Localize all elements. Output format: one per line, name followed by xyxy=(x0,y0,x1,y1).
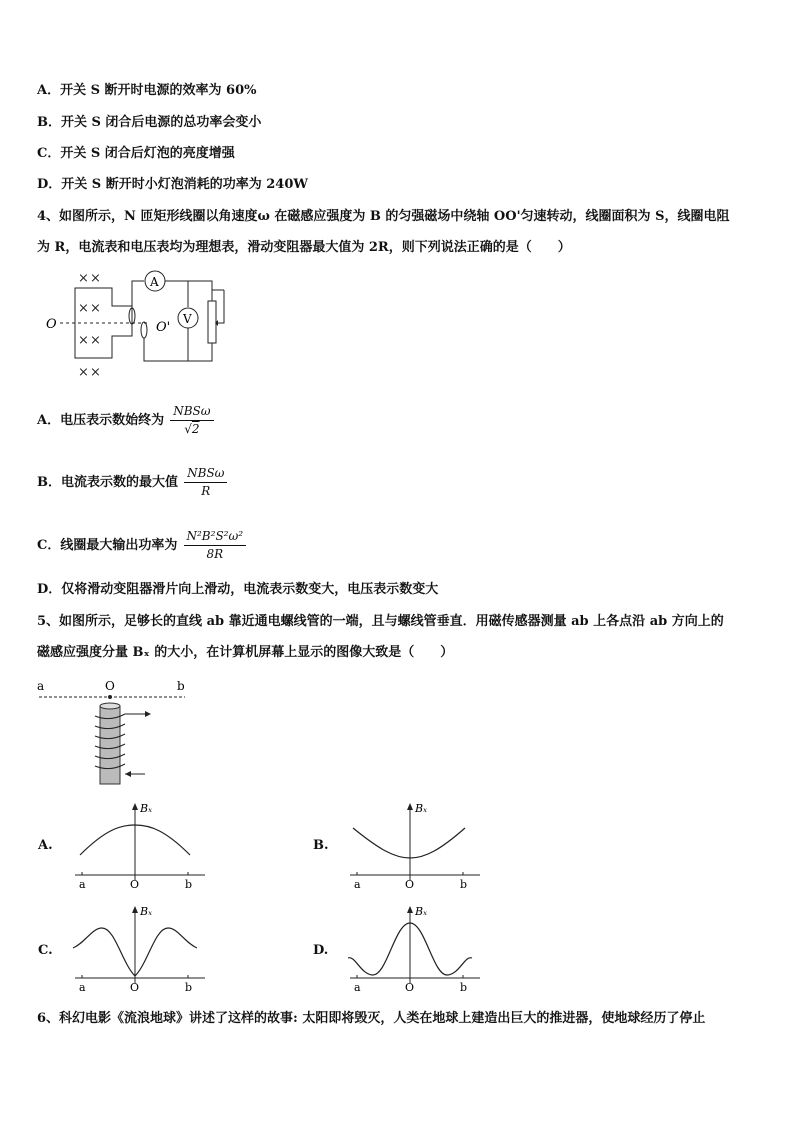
svg-text:×: × xyxy=(78,365,89,380)
q4-ammeter-label: A xyxy=(150,275,159,289)
q5-stem-line1: 5、如图所示，足够长的直线 ab 靠近通电螺线管的一端，且与螺线管垂直．用磁传感器测量 ab 上各点沿 ab 方向上的 xyxy=(37,614,724,629)
q4-option-a: A．电压表示数始终为 $\frac{\text{NBSω}}{√2}$ xyxy=(37,403,216,438)
svg-text:×: × xyxy=(90,333,101,348)
q3-option-c: C．开关 S 闭合后灯泡的亮度增强 xyxy=(37,146,235,161)
svg-text:×: × xyxy=(90,271,101,286)
q4-axis-o-label: O xyxy=(46,317,57,332)
q4-stem-line2: 为 R，电流表和电压表均为理想表，滑动变阻器最大值为 2R，则下列说法正确的是（ ） xyxy=(37,240,571,255)
svg-text:b: b xyxy=(185,878,193,891)
q4-option-b: B．电流表示数的最大值 $\frac{\text{NBSω}}{R}$ xyxy=(37,465,229,500)
q5-graph-d-label: D. xyxy=(313,943,329,958)
q5-stem-line2: 磁感应强度分量 Bₓ 的大小，在计算机屏幕上显示的图像大致是（ ） xyxy=(37,645,454,660)
q4-option-a-formula: $\frac{\text{NBSω}}{√2}$ xyxy=(170,403,213,438)
svg-text:Bₓ: Bₓ xyxy=(415,905,427,918)
q4-field-cross: × xyxy=(78,271,89,286)
q5-graph-a xyxy=(70,800,210,895)
q4-option-c-formula: $\frac{\text{N²B²S²ω²}}{8R}$ xyxy=(184,528,247,563)
q4-option-b-formula: $\frac{\text{NBSω}}{R}$ xyxy=(184,465,227,500)
svg-text:a: a xyxy=(79,981,86,994)
q5-graph-c xyxy=(70,903,210,998)
svg-text:O: O xyxy=(405,981,415,994)
q5-label-o: O xyxy=(105,679,115,693)
q3-option-d: D．开关 S 断开时小灯泡消耗的功率为 240W xyxy=(37,177,308,192)
svg-text:a: a xyxy=(79,878,86,891)
svg-text:×: × xyxy=(78,333,89,348)
svg-text:Bₓ: Bₓ xyxy=(140,905,152,918)
svg-text:a: a xyxy=(354,878,361,891)
q5-label-b: b xyxy=(177,679,185,693)
svg-text:b: b xyxy=(185,981,193,994)
svg-text:a: a xyxy=(354,981,361,994)
q4-axis-oprime-label: O' xyxy=(156,320,171,335)
q5-label-a: a xyxy=(37,679,45,693)
svg-text:b: b xyxy=(460,981,468,994)
q5-graph-c-label: C. xyxy=(38,943,53,958)
svg-text:×: × xyxy=(90,365,101,380)
q5-graph-b-label: B. xyxy=(313,838,329,853)
q3-option-b: B．开关 S 闭合后电源的总功率会变小 xyxy=(37,115,262,130)
q6-stem-line1: 6、科幻电影《流浪地球》讲述了这样的故事: 太阳即将毁灭，人类在地球上建造出巨大的推进器，使地球经历了停止 xyxy=(37,1011,706,1026)
svg-text:O: O xyxy=(130,878,140,891)
q4-option-d: D．仅将滑动变阻器滑片向上滑动，电流表示数变大，电压表示数变大 xyxy=(37,582,439,597)
q5-graph-d xyxy=(345,903,485,998)
q4-stem-line1: 4、如图所示，N 匝矩形线圈以角速度ω 在磁感应强度为 B 的匀强磁场中绕轴 OO'匀速转动，线圈面积为 S，线圈电阻 xyxy=(37,209,730,224)
q5-solenoid-figure xyxy=(37,678,197,788)
q4-voltmeter-label: V xyxy=(183,312,192,326)
q4-option-c: C．线圈最大输出功率为 $\frac{\text{N²B²S²ω²}}{8R}$ xyxy=(37,528,248,563)
q4-circuit-figure xyxy=(40,268,240,383)
svg-text:O: O xyxy=(130,981,140,994)
svg-text:×: × xyxy=(90,301,101,316)
svg-text:b: b xyxy=(460,878,468,891)
q5-graph-b xyxy=(345,800,485,895)
q5-graph-a-label: A. xyxy=(38,838,53,853)
svg-text:×: × xyxy=(78,301,89,316)
q3-option-a: A．开关 S 断开时电源的效率为 60% xyxy=(37,83,257,98)
svg-text:Bₓ: Bₓ xyxy=(140,802,152,815)
svg-text:O: O xyxy=(405,878,415,891)
svg-text:Bₓ: Bₓ xyxy=(415,802,427,815)
